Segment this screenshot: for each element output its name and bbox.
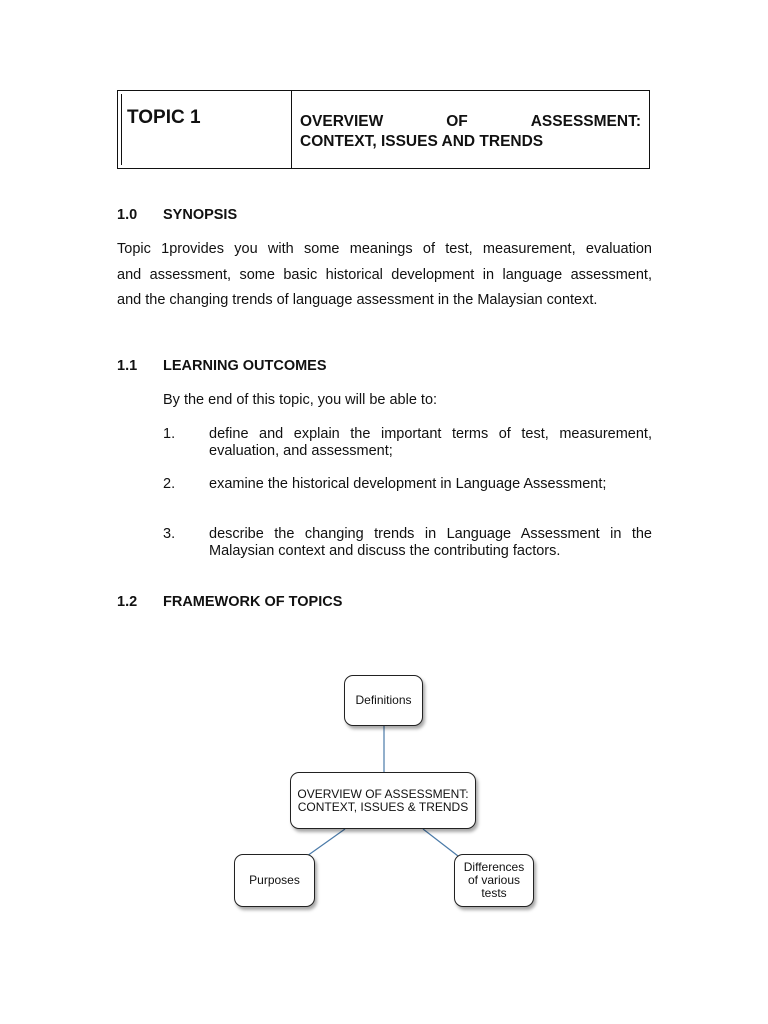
connector-right — [423, 829, 458, 856]
topic-title — [292, 91, 649, 168]
topic-title-word: ASSESSMENT: — [530, 113, 641, 130]
diagram-node-purposes: Purposes — [234, 854, 315, 907]
diagram-node-definitions: Definitions — [344, 675, 423, 726]
topic-number: TOPIC 1 — [118, 91, 292, 168]
section-title: FRAMEWORK OF TOPICS — [163, 594, 343, 610]
topic-title-line2: CONTEXT, ISSUES AND TRENDS — [300, 133, 544, 150]
list-number: 1. — [163, 426, 176, 442]
list-item — [163, 476, 652, 493]
synopsis-line: and the changing trends of language assessment in the Malaysian context. — [117, 292, 598, 308]
section-title: LEARNING OUTCOMES — [163, 358, 327, 374]
section-title: SYNOPSIS — [163, 207, 238, 223]
topic-header-table — [117, 90, 650, 169]
list-text: define and explain the important terms of test, measurement, evaluation, and assessment; — [209, 426, 652, 459]
list-text: examine the historical development in Language Assessment; — [209, 476, 607, 492]
list-number: 2. — [163, 476, 176, 492]
list-item — [163, 426, 652, 460]
list-text: describe the changing trends in Language Assessment in the Malaysian context and discuss the contributing factors. — [209, 526, 652, 559]
synopsis-line: Topic 1provides you with some meanings of test, measurement, evaluation — [117, 241, 652, 257]
section-number: 1.2 — [117, 594, 138, 610]
list-number: 3. — [163, 526, 176, 542]
diagram-node-center: OVERVIEW OF ASSESSMENT: CONTEXT, ISSUES & TRENDS — [290, 772, 476, 829]
synopsis-paragraph — [117, 237, 652, 314]
diagram-node-differences: Differences of various tests — [454, 854, 534, 907]
outcomes-intro: By the end of this topic, you will be able to: — [163, 392, 438, 408]
section-number: 1.1 — [117, 358, 138, 374]
topic-title-word: OVERVIEW — [300, 113, 384, 130]
synopsis-line: and assessment, some basic historical development in language assessment, — [117, 266, 652, 283]
section-number: 1.0 — [117, 207, 138, 223]
topic-title-line1 — [300, 112, 641, 132]
connector-left — [307, 829, 345, 856]
list-item — [163, 526, 652, 560]
topic-title-word: OF — [446, 113, 468, 130]
